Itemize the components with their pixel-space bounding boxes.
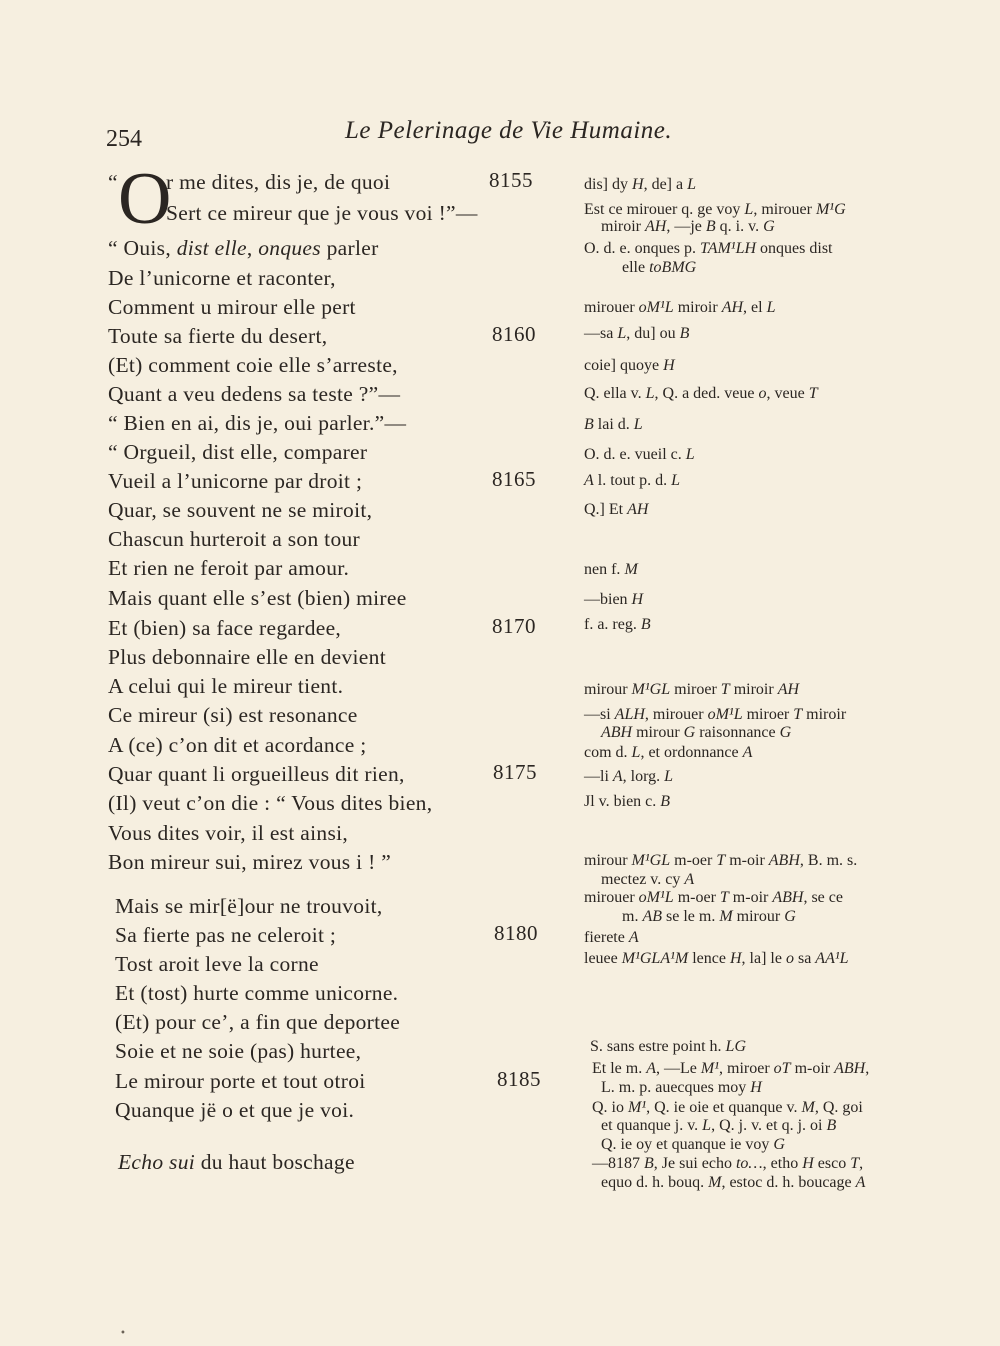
- variant-note: nen f. M: [584, 561, 638, 578]
- variant-note: leuee M¹GLA¹M lence H, la] le o sa AA¹L: [584, 950, 849, 967]
- variant-note: m. AB se le m. M mirour G: [622, 908, 796, 925]
- verse-line: (Et) comment coie elle s’arreste,: [108, 353, 398, 377]
- verse-line: Mais quant elle s’est (bien) miree: [108, 586, 407, 610]
- variant-note: O. d. e. vueil c. L: [584, 446, 695, 463]
- verse-line: Quar, se souvent ne se miroit,: [108, 498, 373, 522]
- variant-note: fierete A: [584, 929, 639, 946]
- variant-note: A l. tout p. d. L: [584, 472, 681, 489]
- variant-note: mirouer oM¹L m-oer T m-oir ABH, se ce: [584, 889, 843, 906]
- line-number: 8185: [497, 1067, 541, 1091]
- variant-note: Est ce mirouer q. ge voy L, mirouer M¹G: [584, 201, 846, 218]
- verse-line: r me dites, dis je, de quoi: [166, 170, 391, 194]
- verse-line: Quar quant li orgueilleus dit rien,: [108, 762, 405, 786]
- verse-line: (Et) pour ce’, a fin que deportee: [115, 1010, 401, 1034]
- variant-note: L. m. p. auecques moy H: [601, 1079, 762, 1096]
- line-number: 8170: [492, 614, 536, 638]
- verse-line: Tost aroit leve la corne: [115, 952, 319, 976]
- variant-note: —sa L, du] ou B: [584, 325, 690, 342]
- variant-note: elle toBMG: [622, 259, 697, 276]
- variant-note: f. a. reg. B: [584, 616, 651, 633]
- verse-line: Le mirour porte et tout otroi: [115, 1069, 366, 1093]
- verse-line: “ Ouis, dist elle, onques parler: [108, 236, 379, 260]
- verse-line: Soie et ne soie (pas) hurtee,: [115, 1039, 362, 1063]
- variant-note: mirouer oM¹L miroir AH, el L: [584, 299, 776, 316]
- variant-note: Et le m. A, —Le M¹, miroer oT m-oir ABH,: [592, 1060, 870, 1077]
- variant-note: Q. io M¹, Q. ie oie et quanque v. M, Q. goi: [592, 1099, 863, 1116]
- verse-line: Echo sui du haut boschage: [118, 1150, 355, 1174]
- verse-line: “ Orgueil, dist elle, comparer: [108, 440, 368, 464]
- verse-line: Plus debonnaire elle en devient: [108, 645, 386, 669]
- variant-note: et quanque j. v. L, Q. j. v. et q. j. oi B: [601, 1117, 837, 1134]
- verse-line: Vous dites voir, il est ainsi,: [108, 821, 349, 845]
- variant-note: —8187 B, Je sui echo to…, etho H esco T,: [592, 1155, 864, 1172]
- verse-line: Et rien ne feroit par amour.: [108, 556, 350, 580]
- variant-note: Jl v. bien c. B: [584, 793, 671, 810]
- running-title: Le Pelerinage de Vie Humaine.: [345, 117, 673, 144]
- line-number: 8175: [493, 760, 537, 784]
- variant-note: mirour M¹GL miroer T miroir AH: [584, 681, 800, 698]
- verse-line: A celui qui le mireur tient.: [108, 674, 344, 698]
- variant-note: Q.] Et AH: [584, 501, 649, 518]
- verse-line: Comment u mirour elle pert: [108, 295, 356, 319]
- variant-note: —si ALH, mirouer oM¹L miroer T miroir: [584, 706, 847, 723]
- variant-note: ABH mirour G raisonnance G: [601, 724, 792, 741]
- variant-note: equo d. h. bouq. M, estoc d. h. boucage A: [601, 1174, 866, 1191]
- verse-line: Bon mireur sui, mirez vous i ! ”: [108, 850, 392, 874]
- variant-note: —li A, lorg. L: [584, 768, 674, 785]
- variant-note: —bien H: [584, 591, 644, 608]
- variant-note: mirour M¹GL m-oer T m-oir ABH, B. m. s.: [584, 852, 858, 869]
- page-number: 254: [106, 126, 142, 152]
- line-number: 8160: [492, 322, 536, 346]
- line-number: 8155: [489, 168, 533, 192]
- opening-quote: “: [108, 170, 118, 194]
- variant-note: O. d. e. onques p. TAM¹LH onques dist: [584, 240, 833, 257]
- line-number: 8180: [494, 921, 538, 945]
- verse-line: “ Bien en ai, dis je, oui parler.”—: [108, 411, 407, 435]
- variant-note: miroir AH, —je B q. i. v. G: [601, 218, 775, 235]
- verse-line: Sert ce mireur que je vous voi !”—: [166, 201, 478, 225]
- page-speck: •: [120, 1328, 126, 1339]
- verse-line: Et (bien) sa face regardee,: [108, 616, 342, 640]
- variant-note: Q. ie oy et quanque ie voy G: [601, 1136, 785, 1153]
- variant-note: dis] dy H, de] a L: [584, 176, 696, 193]
- verse-line: A (ce) c’on dit et acordance ;: [108, 733, 367, 757]
- variant-note: Q. ella v. L, Q. a ded. veue o, veue T: [584, 385, 818, 402]
- verse-line: Vueil a l’unicorne par droit ;: [108, 469, 363, 493]
- verse-line: Et (tost) hurte comme unicorne.: [115, 981, 399, 1005]
- drop-cap: O: [118, 158, 172, 240]
- verse-line: Toute sa fierte du desert,: [108, 324, 328, 348]
- verse-line: (Il) veut c’on die : “ Vous dites bien,: [108, 791, 433, 815]
- verse-line: Ce mireur (si) est resonance: [108, 703, 358, 727]
- variant-note: mectez v. cy A: [601, 871, 695, 888]
- verse-line: Sa fierte pas ne celeroit ;: [115, 923, 337, 947]
- variant-note: com d. L, et ordonnance A: [584, 744, 753, 761]
- variant-note: S. sans estre point h. LG: [590, 1038, 746, 1055]
- variant-note: coie] quoye H: [584, 357, 675, 374]
- verse-line: De l’unicorne et raconter,: [108, 266, 336, 290]
- verse-line: Mais se mir[ë]our ne trouvoit,: [115, 894, 383, 918]
- line-number: 8165: [492, 467, 536, 491]
- verse-line: Chascun hurteroit a son tour: [108, 527, 361, 551]
- variant-note: B lai d. L: [584, 416, 643, 433]
- verse-line: Quanque jë o et que je voi.: [115, 1098, 355, 1122]
- verse-line: Quant a veu dedens sa teste ?”—: [108, 382, 401, 406]
